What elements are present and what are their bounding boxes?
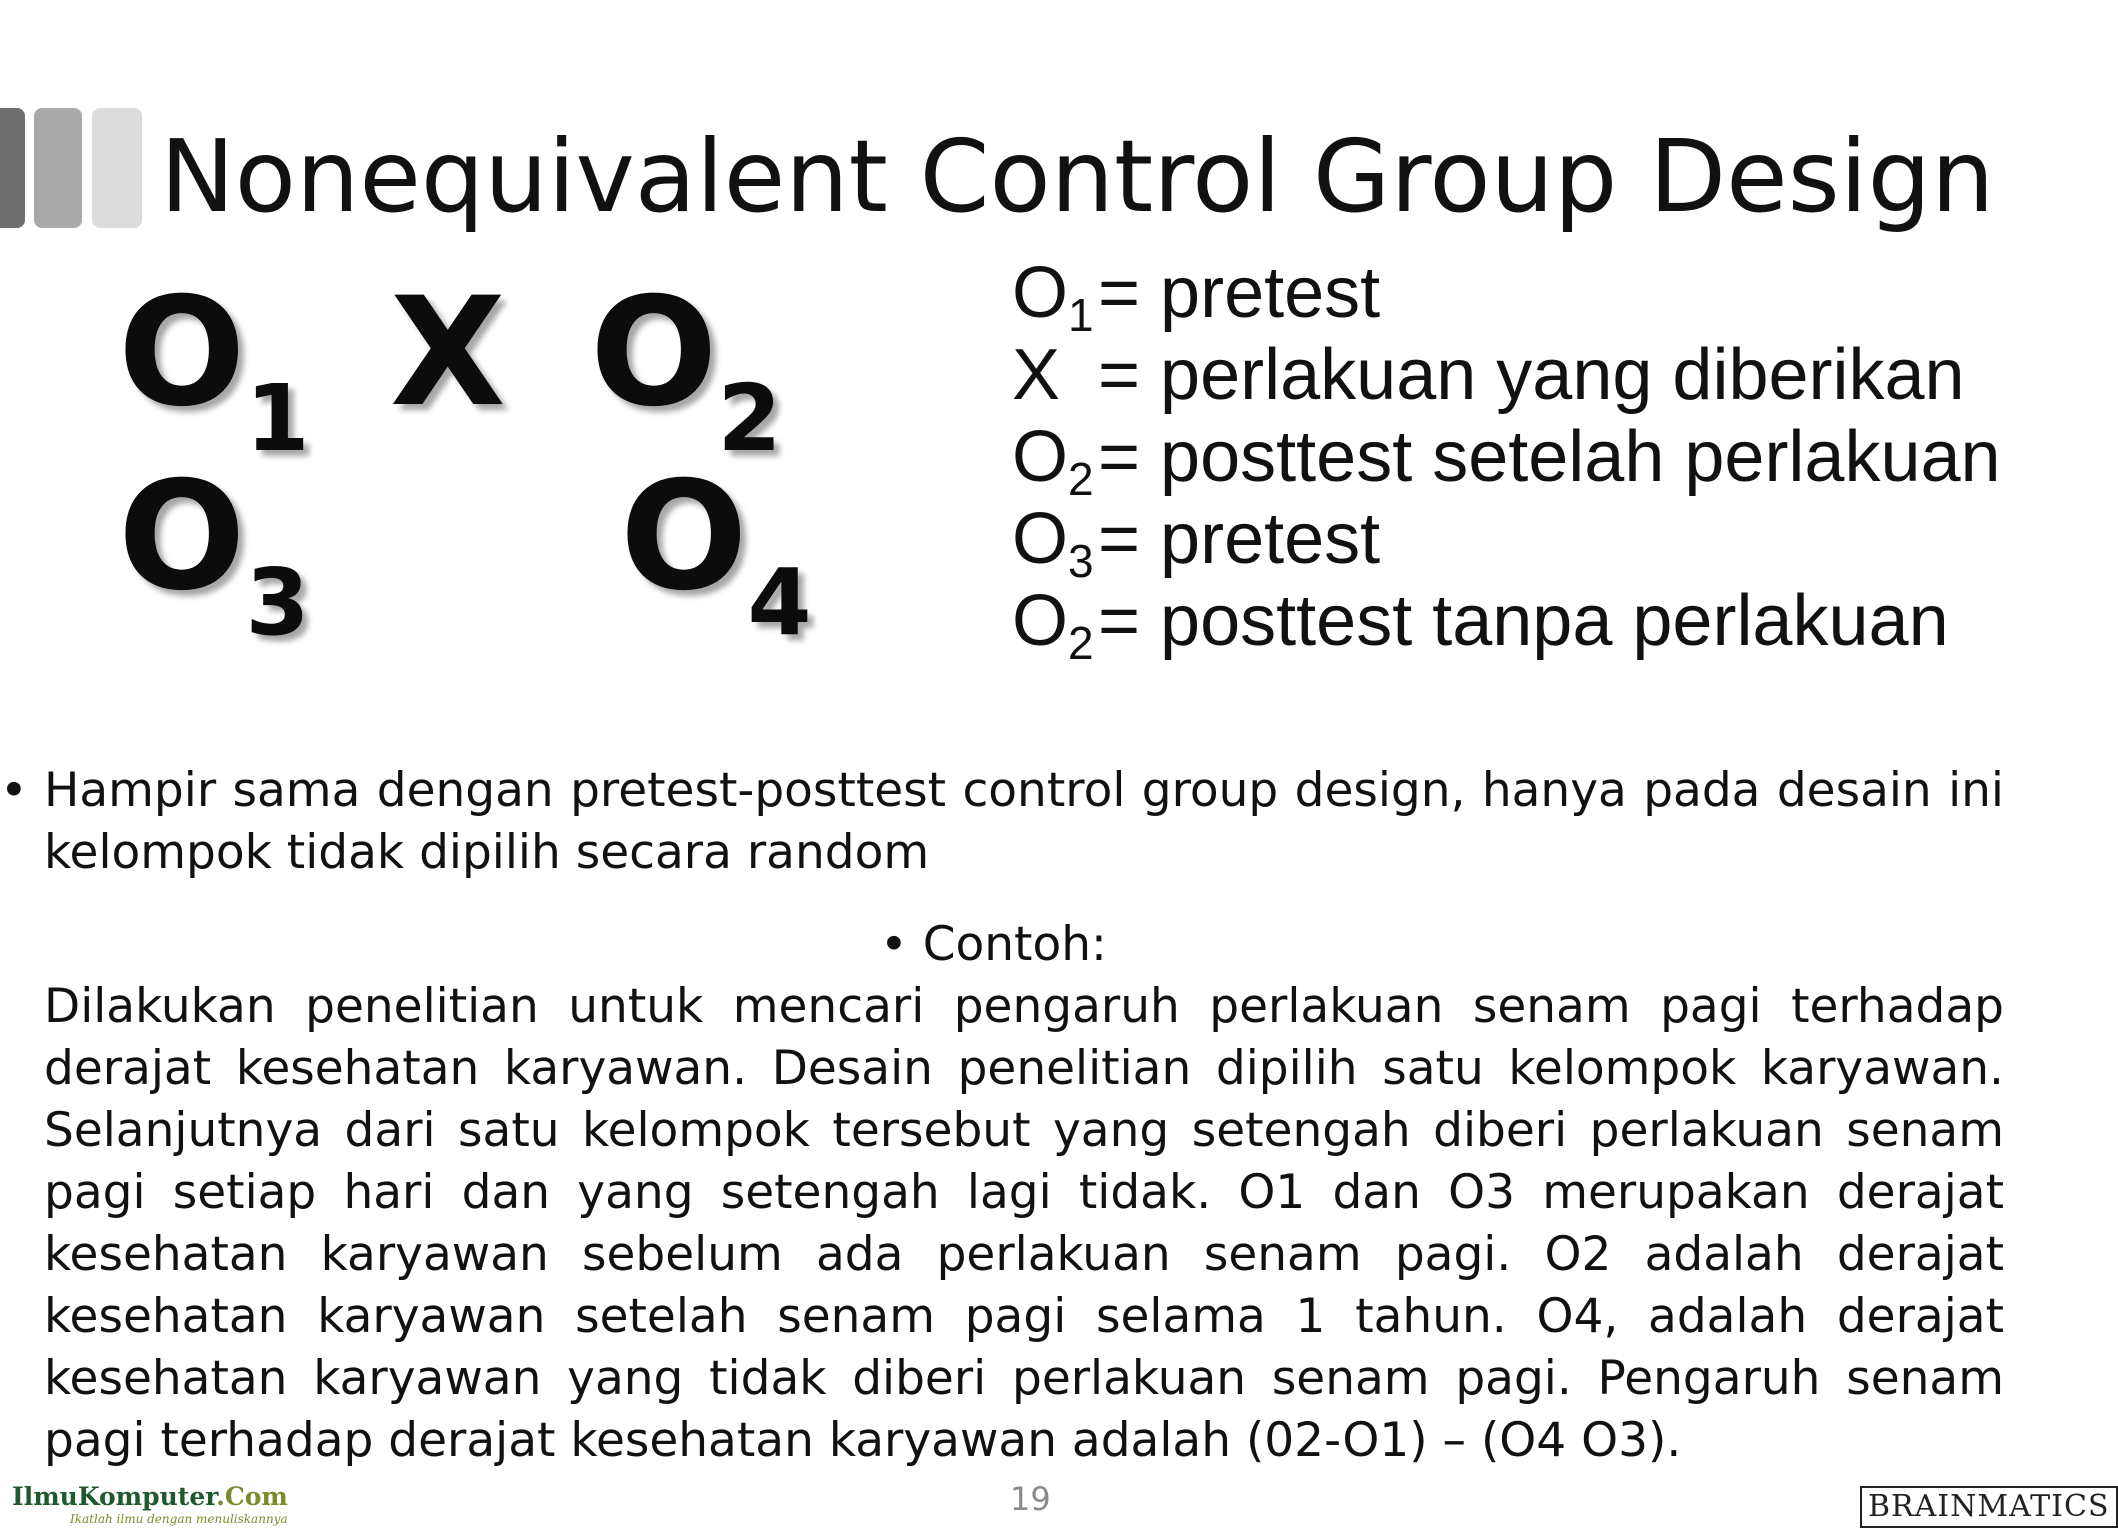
formula-o4: $O_4$ [620,450,812,656]
symbol-legend [1012,252,2001,669]
example-heading: Contoh: [922,917,1107,972]
ilmukomputer-tagline: Ikatlah ilmu dengan menuliskannya [70,1512,288,1526]
ilmukomputer-logo: IlmuKomputer.Com [12,1482,288,1511]
legend-item: $O_2=$ posttest setelah perlakuan [1012,417,2001,505]
bullet-point-example-heading [880,914,1107,976]
decoration-bar-light [92,108,142,228]
legend-item: $O_3=$ pretest [1012,499,1381,587]
slide-title: Nonequivalent Control Group Design [160,118,1995,235]
formula-o3: $O_3$ [118,450,310,656]
formula-o1: $O_1$ [118,266,310,472]
title-decoration [0,108,145,228]
bullet-icon: • [0,763,28,818]
formula-o2: $O_2$ [590,266,782,472]
brainmatics-logo: BRAINMATICS [1860,1486,2118,1528]
page-number: 19 [1010,1480,1051,1518]
bullet-icon: • [880,917,908,972]
decoration-bar-mid [34,108,82,228]
formula-x: X [390,266,506,440]
legend-item: $O_2=$ posttest tanpa perlakuan [1012,581,1949,669]
legend-item: X = perlakuan yang diberikan [1012,335,1965,415]
example-paragraph: Dilakukan penelitian untuk mencari pengaruh perlakuan senam pagi terhadap derajat kesehatan karyawan. Desain penelitian dipilih satu kelompok karyawan. Selanjutnya dari satu kelompok tersebut yang setengah diberi perlakuan senam pagi setiap hari dan yang setengah lagi tidak. O1 dan O3 merupakan derajat kesehatan karyawan sebelum ada perlakuan senam pagi. O2 adalah derajat kesehatan karyawan setelah senam pagi selama 1 tahun. O4, adalah derajat kesehatan karyawan yang tidak diberi perlakuan senam pagi. Pengaruh senam pagi terhadap derajat kesehatan karyawan adalah (02-O1) – (O4 O3). [44,979,2004,1468]
legend-item: $O_1=$ pretest [1012,253,1381,341]
description-text: Hampir sama dengan pretest-posttest control group design, hanya pada desain ini kelompok tidak dipilih secara random [44,763,2004,880]
decoration-bar-dark [0,108,25,228]
